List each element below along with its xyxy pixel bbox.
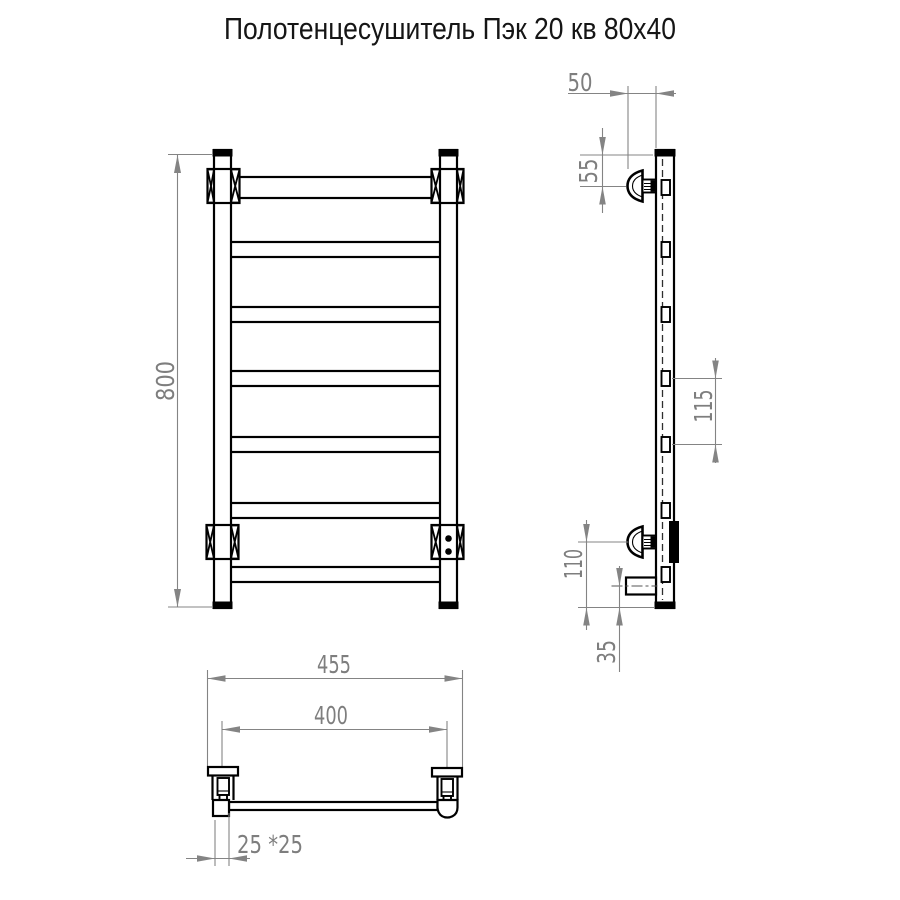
post-cap xyxy=(655,602,676,610)
dim-label-bottom-bracket: 110 xyxy=(559,531,588,579)
rung xyxy=(229,503,442,518)
rung xyxy=(229,437,442,452)
bracket-bottom-right-heater xyxy=(432,525,464,559)
heating-element-housing xyxy=(669,521,679,563)
rung xyxy=(229,567,442,582)
dim-label-cable: 35 xyxy=(592,632,621,664)
dim-label-profile: 25 *25 xyxy=(237,830,303,859)
post-cap xyxy=(655,149,676,157)
dim-label-height: 800 xyxy=(151,353,180,401)
post-cap xyxy=(213,602,233,610)
bottom-rail-top-view xyxy=(229,802,438,810)
dim-label-top-bracket: 55 xyxy=(574,151,603,184)
post-cap xyxy=(439,602,459,610)
dim-label-wall-offset: 50 xyxy=(567,68,593,97)
rung xyxy=(229,371,442,386)
indicator-dot xyxy=(445,548,452,555)
post-cap xyxy=(213,149,233,157)
indicator-dot xyxy=(445,535,452,542)
bracket-top-left xyxy=(208,169,240,203)
rung xyxy=(229,307,442,322)
dim-label-bracket-spacing: 400 xyxy=(314,701,348,730)
dim-label-rung-spacing: 115 xyxy=(689,374,718,423)
top-rail xyxy=(229,177,442,198)
bracket-top-right xyxy=(432,169,464,203)
bracket-bottom-left xyxy=(207,525,239,559)
dim-label-overall-width: 455 xyxy=(317,650,351,679)
post-cap xyxy=(439,149,459,157)
drawing-title: Полотенцесушитель Пэк 20 кв 80х40 xyxy=(224,11,676,46)
rung xyxy=(229,242,442,257)
